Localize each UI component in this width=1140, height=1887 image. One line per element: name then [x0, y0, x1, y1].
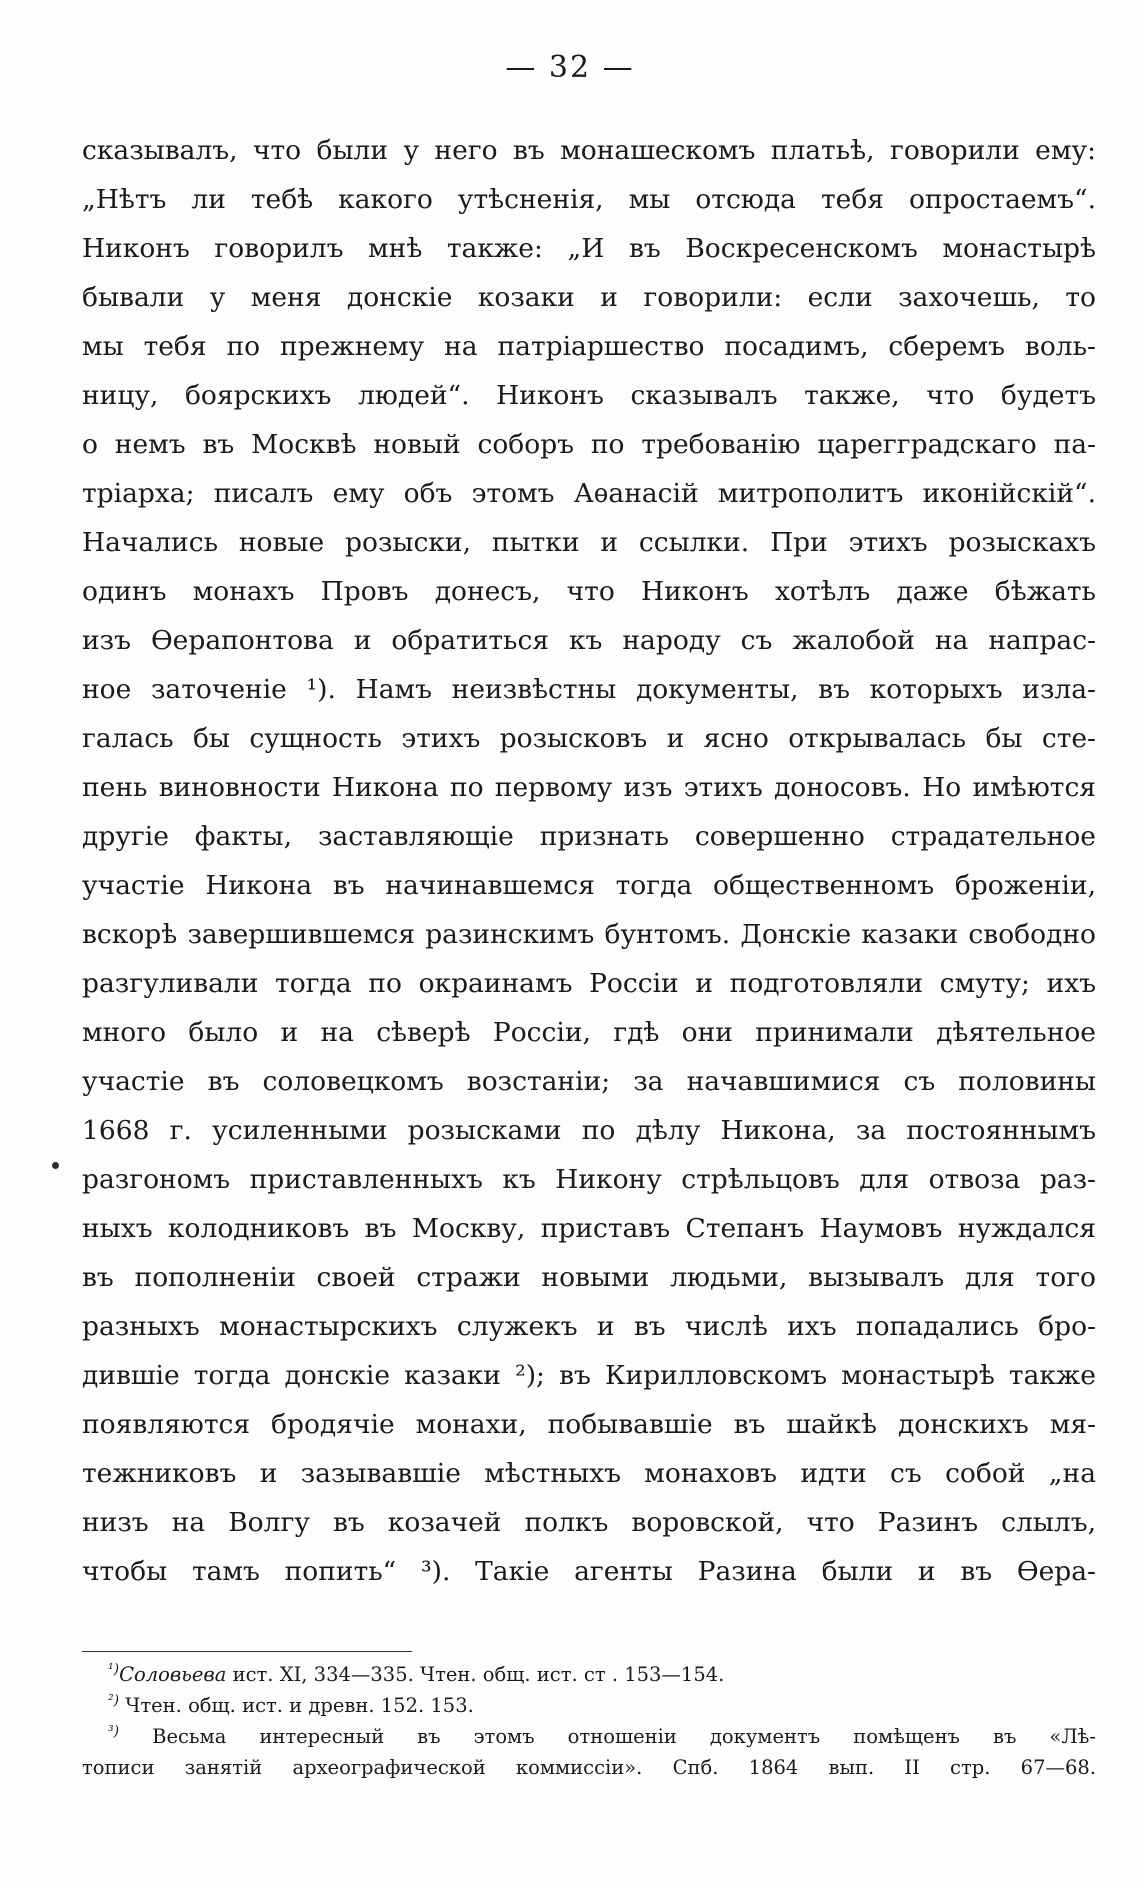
margin-mark: [52, 1162, 59, 1169]
footnote-1-author: Соловьева: [119, 1663, 227, 1686]
text-line-19: много было и на сѣверѣ Россіи, гдѣ они принимали дѣятельное: [82, 1017, 1096, 1048]
text-line-27: появляются бродячіе монахи, побывавшіе въ шайкѣ донскихъ мя-: [82, 1409, 1096, 1440]
footnote-3: [82, 1721, 1096, 1752]
text-line-6: ницу, боярскихъ людей“. Никонъ сказывалъ также, что будетъ: [82, 380, 1096, 411]
footnote-3-mark: ³): [108, 1723, 120, 1740]
text-line-12: ное заточеніе ¹). Намъ неизвѣстны документы, въ которыхъ изла-: [82, 674, 1096, 705]
text-line-28: тежниковъ и зазывавшіе мѣстныхъ монаховъ идти съ собой „на: [82, 1458, 1096, 1489]
footnote-2-text: Чтен. общ. ист. и древн. 152. 153.: [119, 1694, 474, 1717]
text-line-10: одинъ монахъ Провъ донесъ, что Никонъ хотѣлъ даже бѣжать: [82, 576, 1096, 607]
text-line-17: вскорѣ завершившемся разинскимъ бунтомъ. Донскіе казаки свободно: [82, 919, 1096, 950]
text-line-26: дившіе тогда донскіе казаки ²); въ Кирилловскомъ монастырѣ также: [82, 1360, 1096, 1391]
text-line-25: разныхъ монастырскихъ служекъ и въ числѣ ихъ попадались бро-: [82, 1311, 1096, 1342]
text-line-11: изъ Ѳерапонтова и обратиться къ народу съ жалобой на напрас-: [82, 625, 1096, 656]
text-line-21: 1668 г. усиленными розысками по дѣлу Никона, за постояннымъ: [82, 1115, 1096, 1146]
page-number: — 32 —: [505, 50, 635, 85]
text-line-5: мы тебя по прежнему на патріаршество посадимъ, сберемъ воль-: [82, 331, 1096, 362]
footnote-2: [82, 1690, 1096, 1721]
footnote-1: [82, 1659, 1096, 1690]
text-line-1: сказывалъ, что были у него въ монашескомъ платьѣ, говорили ему:: [82, 135, 1096, 166]
text-line-22: разгономъ приставленныхъ къ Никону стрѣльцовъ для отвоза раз-: [82, 1164, 1096, 1195]
footnote-1-mark: ¹): [108, 1661, 120, 1678]
text-line-15: другіе факты, заставляющіе признать совершенно страдательное: [82, 821, 1096, 852]
text-line-9: Начались новые розыски, пытки и ссылки. При этихъ розыскахъ: [82, 527, 1096, 558]
text-line-3: Никонъ говорилъ мнѣ также: „И въ Воскресенскомъ монастырѣ: [82, 233, 1096, 264]
text-line-8: тріарха; писалъ ему объ этомъ Аѳанасій митрополитъ иконійскій“.: [82, 478, 1096, 509]
footnote-3-text: Весьма интересный въ этомъ отношеніи документъ помѣщенъ въ «Лѣ-: [119, 1725, 1096, 1748]
footnote-divider: [82, 1651, 412, 1652]
text-line-14: пень виновности Никона по первому изъ этихъ доносовъ. Но имѣются: [82, 772, 1096, 803]
footnote-3-continuation: тописи занятій археографической коммиссіи». Спб. 1864 вып. II стр. 67—68.: [82, 1756, 1096, 1779]
footnotes: [82, 1659, 1096, 1783]
text-line-23: ныхъ колодниковъ въ Москву, приставъ Степанъ Наумовъ нуждался: [82, 1213, 1096, 1244]
text-line-16: участіе Никона въ начинавшемся тогда общественномъ броженіи,: [82, 870, 1096, 901]
footnote-1-text: ист. XI, 334—335. Чтен. общ. ист. ст . 153—154.: [226, 1663, 725, 1686]
text-line-7: о немъ въ Москвѣ новый соборъ по требованію царегградскаго па-: [82, 429, 1096, 460]
text-line-30: чтобы тамъ попить“ ³). Такіе агенты Разина были и въ Ѳера-: [82, 1556, 1096, 1587]
text-line-20: участіе въ соловецкомъ возстаніи; за начавшимися съ половины: [82, 1066, 1096, 1097]
text-line-29: низъ на Волгу въ козачей полкъ воровской, что Разинъ слылъ,: [82, 1507, 1096, 1538]
text-line-4: бывали у меня донскіе козаки и говорили: если захочешь, то: [82, 282, 1096, 313]
footnote-2-mark: ²): [108, 1692, 120, 1709]
text-line-13: галась бы сущность этихъ розысковъ и ясно открывалась бы сте-: [82, 723, 1096, 754]
body-text: [82, 126, 1096, 1596]
text-line-2: „Нѣтъ ли тебѣ какого утѣсненія, мы отсюда тебя опростаемъ“.: [82, 184, 1096, 215]
text-line-18: разгуливали тогда по окраинамъ Россіи и подготовляли смуту; ихъ: [82, 968, 1096, 999]
text-line-24: въ пополненіи своей стражи новыми людьми, вызывалъ для того: [82, 1262, 1096, 1293]
